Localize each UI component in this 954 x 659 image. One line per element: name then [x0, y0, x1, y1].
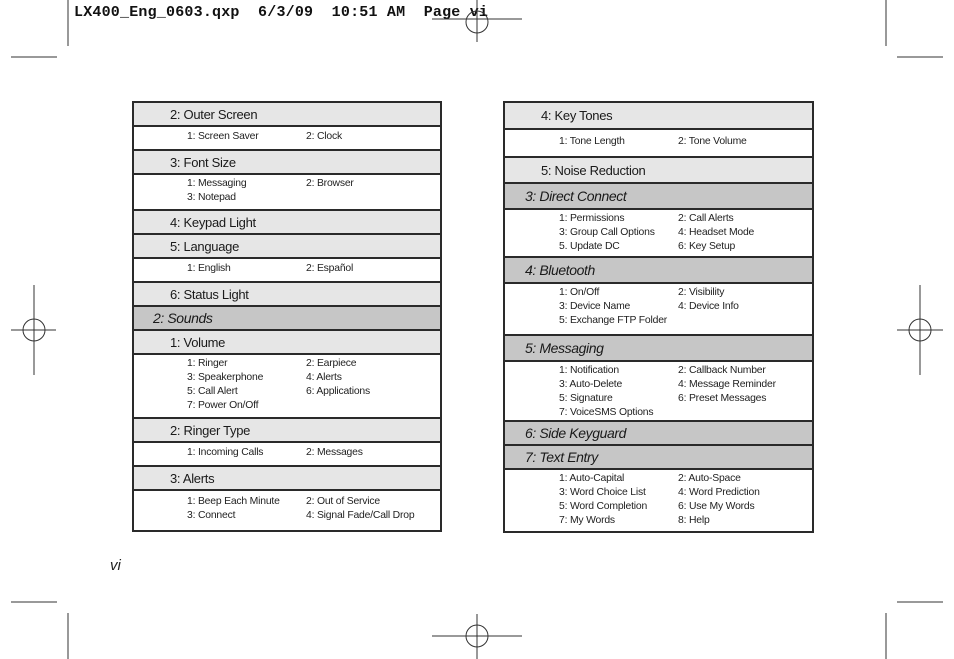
submenu-noise-reduction — [505, 158, 812, 184]
submenu-title: 5: Language — [170, 238, 239, 254]
items-messaging — [505, 362, 812, 422]
submenu-status-light — [134, 283, 440, 307]
menu-item: 3: Auto-Delete — [559, 379, 623, 390]
section-bluetooth — [505, 258, 812, 284]
items-ringer-type — [134, 443, 440, 467]
menu-item: 3: Connect — [187, 510, 236, 521]
menu-item: 5: Exchange FTP Folder — [559, 315, 668, 326]
section-messaging — [505, 336, 812, 362]
menu-item: 4: Alerts — [306, 372, 342, 383]
section-text-entry — [505, 446, 812, 470]
items-alerts — [134, 491, 440, 532]
submenu-outer-screen — [134, 103, 440, 127]
section-direct-connect — [505, 184, 812, 210]
submenu-language — [134, 235, 440, 259]
submenu-alerts — [134, 467, 440, 491]
submenu-keypad-light — [134, 211, 440, 235]
submenu-font-size — [134, 151, 440, 175]
print-date: 6/3/09 — [258, 4, 314, 21]
section-title: 5: Messaging — [525, 340, 604, 356]
menu-item: 8: Help — [678, 515, 710, 526]
page-number: vi — [110, 557, 121, 574]
menu-item: 5: Word Completion — [559, 501, 648, 512]
submenu-ringer-type — [134, 419, 440, 443]
menu-item: 3: Speakerphone — [187, 372, 264, 383]
menu-item: 1: Notification — [559, 365, 619, 376]
items-volume — [134, 355, 440, 419]
submenu-title: 4: Keypad Light — [170, 214, 256, 230]
menu-item: 2: Messages — [306, 447, 363, 458]
submenu-title: 6: Status Light — [170, 286, 249, 302]
menu-item: 3: Word Choice List — [559, 487, 646, 498]
submenu-title: 5: Noise Reduction — [541, 162, 646, 178]
menu-item: 2: Browser — [306, 178, 354, 189]
menu-item: 1: Screen Saver — [187, 131, 259, 142]
menu-item: 2: Call Alerts — [678, 213, 734, 224]
page-word: Page — [423, 4, 461, 21]
menu-item: 2: Visibility — [678, 287, 725, 298]
menu-item: 3: Notepad — [187, 192, 236, 203]
menu-item: 1: Permissions — [559, 213, 625, 224]
menu-item: 3: Group Call Options — [559, 227, 655, 238]
print-time: 10:51 AM — [331, 4, 406, 21]
menu-item: 7: VoiceSMS Options — [559, 407, 654, 418]
menu-item: 1: Auto-Capital — [559, 473, 625, 484]
menu-item: 1: Ringer — [187, 358, 228, 369]
menu-item: 3: Device Name — [559, 301, 631, 312]
menu-item: 2: Español — [306, 263, 354, 274]
menu-item: 1: Messaging — [187, 178, 247, 189]
menu-item: 6: Key Setup — [678, 241, 736, 252]
items-bluetooth — [505, 284, 812, 336]
submenu-title: 2: Outer Screen — [170, 106, 258, 122]
submenu-title: 3: Alerts — [170, 470, 215, 486]
menu-item: 4: Word Prediction — [678, 487, 760, 498]
menu-item: 1: Beep Each Minute — [187, 496, 280, 507]
menu-item: 2: Auto-Space — [678, 473, 741, 484]
items-outer-screen — [134, 127, 440, 151]
menu-table-left — [132, 101, 442, 532]
menu-item: 6: Use My Words — [678, 501, 755, 512]
menu-item: 1: Incoming Calls — [187, 447, 264, 458]
section-side-keyguard — [505, 422, 812, 446]
submenu-key-tones — [505, 103, 812, 130]
section-title: 3: Direct Connect — [525, 188, 627, 204]
menu-item: 4: Headset Mode — [678, 227, 755, 238]
items-text-entry — [505, 470, 812, 533]
menu-item: 4: Message Reminder — [678, 379, 776, 390]
menu-item: 4: Device Info — [678, 301, 739, 312]
menu-item: 7: My Words — [559, 515, 615, 526]
menu-item: 2: Earpiece — [306, 358, 357, 369]
submenu-title: 4: Key Tones — [541, 108, 613, 123]
section-title: 7: Text Entry — [525, 449, 598, 465]
menu-item: 1: Tone Length — [559, 136, 625, 147]
menu-item: 1: English — [187, 263, 231, 274]
submenu-volume — [134, 331, 440, 355]
menu-table-right — [503, 101, 814, 533]
file-name: LX400_Eng_0603.qxp — [74, 4, 240, 21]
page-ref: vi — [469, 4, 489, 21]
menu-item: 2: Tone Volume — [678, 136, 747, 147]
section-title: 6: Side Keyguard — [525, 425, 627, 441]
section-title: 2: Sounds — [153, 310, 213, 326]
items-language — [134, 259, 440, 283]
submenu-title: 2: Ringer Type — [170, 422, 251, 438]
menu-item: 1: On/Off — [559, 287, 600, 298]
items-font-size — [134, 175, 440, 211]
menu-item: 5. Update DC — [559, 241, 620, 252]
submenu-title: 1: Volume — [170, 334, 226, 350]
submenu-title: 3: Font Size — [170, 154, 236, 170]
menu-item: 6: Applications — [306, 386, 371, 397]
menu-item: 6: Preset Messages — [678, 393, 767, 404]
menu-item: 2: Clock — [306, 131, 342, 142]
section-title: 4: Bluetooth — [525, 262, 595, 278]
menu-item: 5: Signature — [559, 393, 613, 404]
menu-item: 7: Power On/Off — [187, 400, 259, 411]
section-sounds — [134, 307, 440, 331]
items-direct-connect — [505, 210, 812, 258]
menu-item: 2: Out of Service — [306, 496, 380, 507]
menu-item: 4: Signal Fade/Call Drop — [306, 510, 415, 521]
items-key-tones — [505, 130, 812, 158]
menu-item: 2: Callback Number — [678, 365, 766, 376]
menu-item: 5: Call Alert — [187, 386, 238, 397]
